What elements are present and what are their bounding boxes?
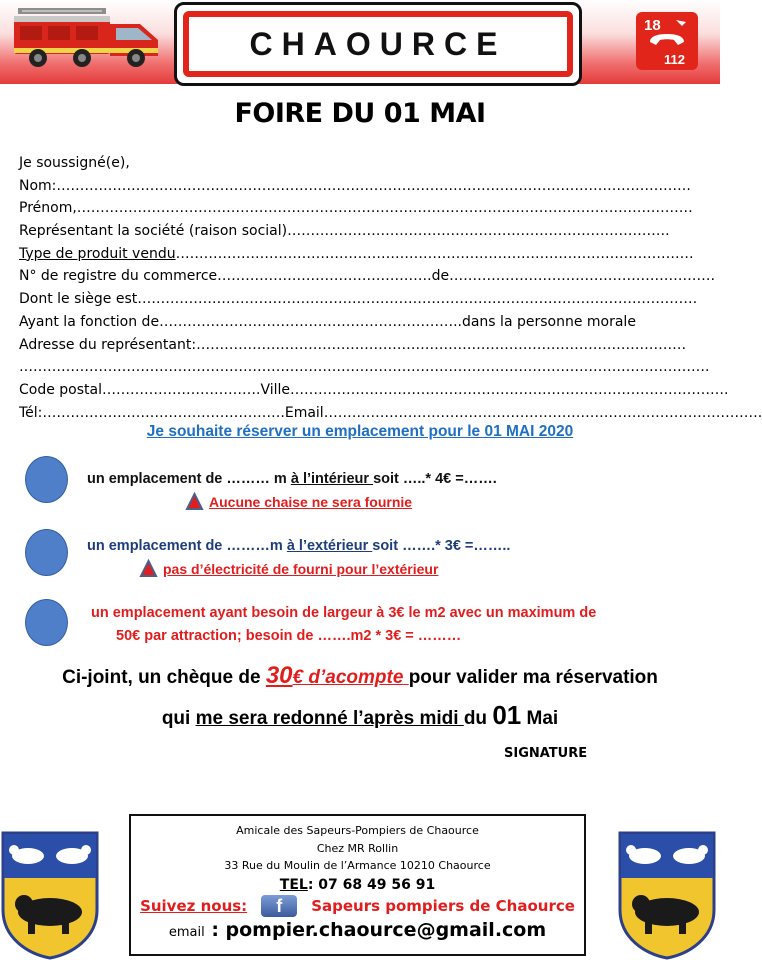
follow-label: Suivez nous: (140, 896, 248, 915)
cheque-l2-pre: qui (161, 708, 196, 729)
option-2-exterieur: à l’extérieur (286, 538, 373, 554)
dots-produit[interactable]: ………………………………………………………………………………………………… (175, 245, 694, 262)
label-adresse: Adresse du représentant: (19, 336, 197, 353)
field-adresse-suite[interactable] (19, 356, 710, 379)
dots-adresse-suite[interactable]: …………………………………………………………………………………………………………………………………. (19, 359, 710, 376)
cheque-l2-day: 01 (492, 700, 522, 730)
label-code-postal: Code postal (19, 381, 102, 398)
option-2-part-c: soit …….* 3€ =…….. (372, 538, 511, 554)
page-title: FOIRE DU 01 MAI (234, 98, 486, 129)
contact-email (131, 919, 584, 941)
tel-label: TEL (279, 876, 308, 893)
option-1-radio[interactable] (25, 456, 68, 503)
form-line-intro (19, 152, 669, 175)
option-1-warning (186, 493, 412, 510)
option-2-warning (140, 560, 438, 577)
cheque-acompte: € d’acompte (292, 667, 409, 688)
dots-code-postal[interactable]: ……………………………. (102, 381, 261, 398)
contact-tel (131, 877, 584, 893)
label-societe: Représentant la société (raison social) (19, 223, 288, 240)
registration-form (19, 152, 762, 424)
option-2-warning-text: pas d’électricité de fourni pour l’extérieur (163, 560, 439, 577)
cheque-l2-month: Mai (521, 708, 559, 729)
dots-societe[interactable]: ………………………………………………………………………. (287, 223, 670, 240)
field-tel-email[interactable] (19, 402, 762, 425)
cheque-pre: Ci-joint, un chèque de (62, 667, 266, 688)
option-1-part-c: soit …..* 4€ =……. (373, 471, 497, 487)
dots-ville[interactable]: …………………………………………………………………………………. (290, 381, 729, 398)
field-fonction[interactable] (19, 311, 669, 334)
email-label: email (168, 924, 205, 940)
option-1-part-a: un emplacement de ……… m (87, 471, 291, 487)
dots-registre[interactable]: ………………………………………. (217, 268, 432, 285)
badge-number-18: 18 (644, 17, 661, 34)
field-nom[interactable] (19, 175, 691, 198)
field-societe[interactable] (19, 220, 669, 243)
facebook-icon[interactable]: f (261, 895, 297, 917)
field-adresse[interactable] (19, 334, 687, 357)
field-siege[interactable] (19, 288, 698, 311)
option-3-radio[interactable] (25, 599, 68, 646)
label-tel: Tél: (19, 404, 43, 421)
tel-value[interactable]: : 07 68 49 56 91 (307, 876, 436, 893)
cheque-l2-du: du (463, 708, 493, 729)
reservation-heading: Je souhaite réserver un emplacement pour le 01 MAI 2020 (146, 423, 574, 440)
field-cp-ville[interactable] (19, 379, 729, 402)
coat-of-arms-right-icon (617, 830, 717, 960)
coat-of-arms-left-icon (0, 830, 100, 960)
label-personne-morale: dans la personne morale (461, 313, 636, 330)
town-name: CHAOURCE (249, 25, 507, 62)
cheque-amount: 30 (265, 662, 293, 689)
label-nom: Nom: (19, 177, 57, 194)
label-de: de (431, 268, 450, 285)
town-sign (174, 2, 582, 86)
option-2-radio[interactable] (25, 529, 68, 576)
label-email: Email (284, 404, 324, 421)
dots-email[interactable]: …………………………………………………………………………………. (323, 404, 762, 421)
option-2-text (87, 538, 510, 554)
emergency-phone-icon (636, 12, 698, 70)
option-1-interieur: à l’intérieur (290, 471, 374, 487)
cheque-line-2 (0, 700, 720, 731)
contact-org: Amicale des Sapeurs-Pompiers de Chaource (236, 824, 479, 837)
field-prenom[interactable] (19, 197, 693, 220)
cheque-line-1 (0, 662, 720, 690)
field-produit[interactable] (19, 243, 694, 266)
warning-triangle-icon (186, 493, 203, 510)
option-1-warning-text: Aucune chaise ne sera fournie (209, 493, 413, 510)
email-value[interactable]: : pompier.chaource@gmail.com (204, 918, 547, 941)
intro-text: Je soussigné(e), (19, 155, 130, 171)
label-prenom: Prénom, (19, 200, 77, 217)
contact-address: 33 Rue du Moulin de l’Armance 10210 Chaource (224, 859, 491, 872)
signature-label: SIGNATURE (504, 746, 588, 761)
dots-fonction[interactable]: ……………………………………………………….. (159, 313, 462, 330)
dots-prenom[interactable]: …………………………………………………………………………………………………………………… (76, 200, 693, 217)
field-registre[interactable] (19, 265, 716, 288)
contact-box (129, 814, 586, 956)
label-siege: Dont le siège est (19, 291, 138, 308)
facebook-page-name[interactable]: Sapeurs pompiers de Chaource (311, 896, 575, 915)
option-3-line-2: 50€ par attraction; besoin de …….m2 * 3€ = ……… (116, 628, 462, 644)
dots-siege[interactable]: ………………………………………………………………………………………………………… (137, 291, 698, 308)
label-produit: Type de produit vendu (19, 245, 176, 262)
option-1-text (87, 471, 497, 487)
option-2-part-a: un emplacement de ………m (87, 538, 287, 554)
label-registre: N° de registre du commerce (19, 268, 218, 285)
badge-number-112: 112 (664, 52, 685, 67)
dots-adresse[interactable]: …………………………………………………………………………………………… (196, 336, 687, 353)
dots-nom[interactable]: ………………………………………………………………………………………………………………………. (56, 177, 691, 194)
label-ville: Ville (260, 381, 291, 398)
warning-triangle-icon (140, 560, 157, 577)
dots-registre-de[interactable]: ………………………………………………… (449, 268, 716, 285)
option-3-line-1: un emplacement ayant besoin de largeur à 3€ le m2 avec un maximum de (91, 605, 597, 621)
fire-truck-icon (12, 6, 162, 68)
cheque-post: pour valider ma réservation (408, 667, 658, 688)
label-fonction: Ayant la fonction de (19, 313, 160, 330)
contact-follow (131, 895, 584, 917)
contact-chez: Chez MR Rollin (316, 841, 399, 855)
cheque-l2-redonne: me sera redonné l’après midi (195, 708, 464, 729)
dots-tel[interactable]: ……………………………………………. (42, 404, 285, 421)
